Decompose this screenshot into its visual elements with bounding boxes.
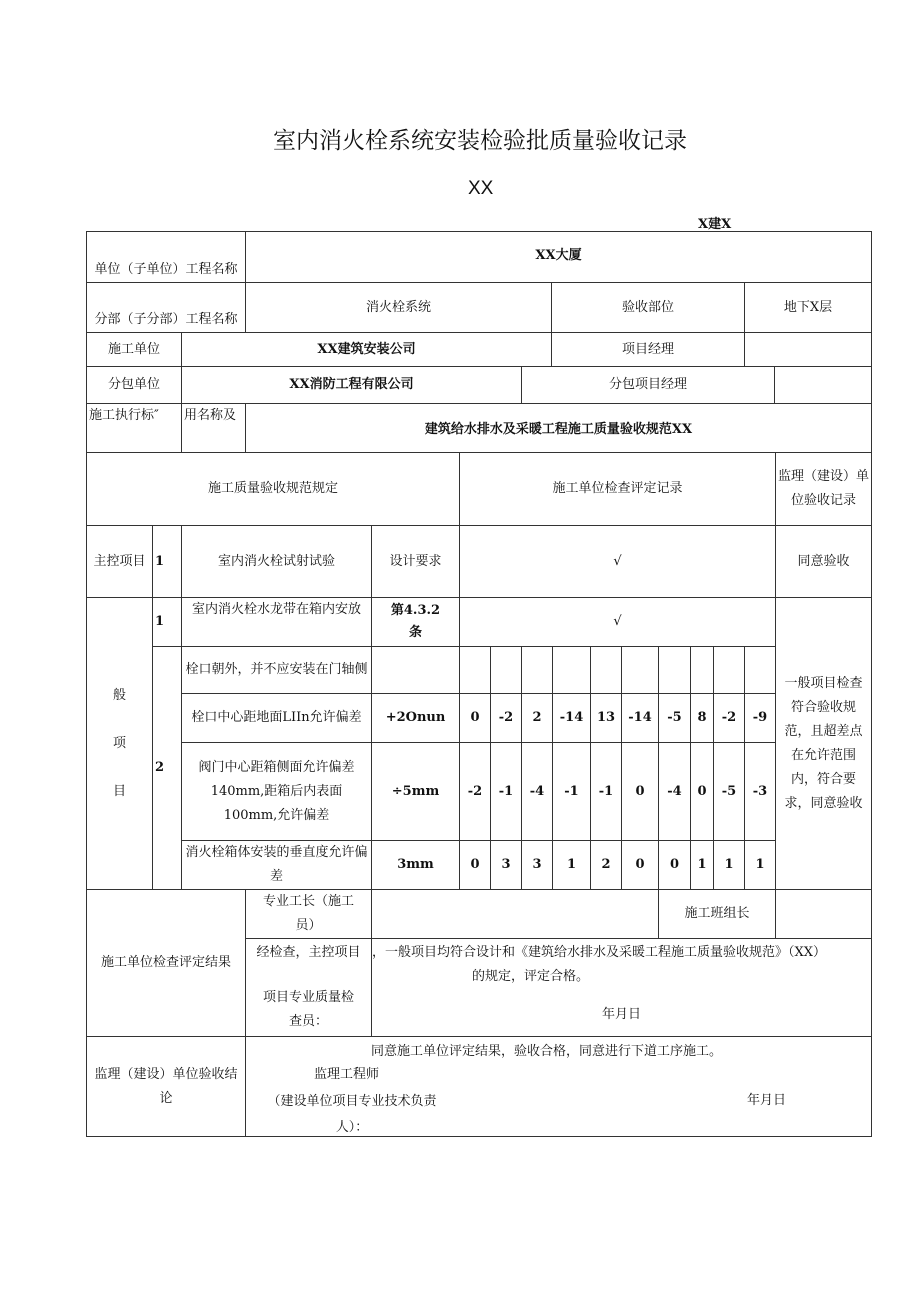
- main-control-item: 室内消火栓试射试验: [181, 525, 372, 598]
- general-label-1: 般: [112, 687, 126, 703]
- measurement-cell: [521, 646, 553, 694]
- sub-item-label: 消火栓箱体安装的垂直度允许偏差: [181, 840, 372, 890]
- subdivision-value: 消火栓系统: [245, 282, 552, 333]
- check-text-a: 经检查，主控项目: [256, 945, 361, 960]
- project-manager-label: 项目经理: [551, 332, 745, 367]
- record-code: X建X: [698, 217, 732, 232]
- measurement-cell: -2: [490, 693, 522, 743]
- measurement-cell: 0: [658, 840, 691, 890]
- standard-label-a: 施工执行标″: [86, 403, 182, 453]
- check-text-b: ，一般项目均符合设计和《建筑给水排水及采暖工程施工质量验收规范》（XX）: [372, 945, 827, 960]
- measurement-cell: [490, 646, 522, 694]
- supervisor-header: 监理（建设）单位验收记录: [775, 452, 872, 526]
- general-item1-check: √: [459, 597, 776, 647]
- supervisor-text: 同意施工单位评定结果，验收合格，同意进行下道工序施工。: [371, 1044, 723, 1059]
- sub-pm-label: 分包项目经理: [521, 366, 775, 404]
- sub-item-req: +2Onun: [371, 693, 460, 743]
- supervisor-result-label: 监理（建设）单位验收结论: [86, 1036, 246, 1137]
- measurement-cell: -14: [552, 693, 591, 743]
- measurement-cell: 8: [690, 693, 714, 743]
- contractor-date: 年月日: [602, 1007, 642, 1022]
- measurement-cell: [590, 646, 622, 694]
- inspector-label: 项目专业质量检查员：: [262, 990, 354, 1029]
- measurement-cell: 0: [690, 742, 714, 841]
- measurement-cell: [658, 646, 691, 694]
- check-right: [371, 938, 872, 1037]
- project-manager-value: [744, 332, 872, 367]
- measurement-cell: -4: [521, 742, 553, 841]
- sub-item-label: 栓口中心距地面LIIn允许偏差: [181, 693, 372, 743]
- measurement-cell: -5: [713, 742, 745, 841]
- measurement-cell: -5: [658, 693, 691, 743]
- standard-value: 建筑给水排水及采暖工程施工质量验收规范XX: [245, 403, 872, 453]
- supervisor-date: 年月日: [747, 1093, 787, 1108]
- supervisor-engineer: 监理工程师: [314, 1067, 380, 1082]
- measurement-cell: 3: [521, 840, 553, 890]
- measurement-cell: 0: [621, 742, 659, 841]
- measurement-cell: 0: [459, 840, 491, 890]
- measurement-cell: 1: [744, 840, 776, 890]
- main-control-label: 主控项目: [86, 525, 153, 598]
- measurement-cell: -9: [744, 693, 776, 743]
- check-text-c: 的规定，评定合格。: [472, 969, 590, 984]
- acceptance-part-label: 验收部位: [551, 282, 745, 333]
- sub-item-label: 栓口朝外，并不应安装在门轴侧: [181, 646, 372, 694]
- general-label-3: 目: [112, 783, 126, 799]
- check-left: [245, 938, 372, 1037]
- general-item1: 室内消火栓水龙带在箱内安放: [181, 597, 372, 647]
- measurement-cell: 1: [690, 840, 714, 890]
- measurement-cell: -14: [621, 693, 659, 743]
- measurement-cell: -1: [552, 742, 591, 841]
- measurement-cell: 0: [459, 693, 491, 743]
- main-control-check: √: [459, 525, 776, 598]
- subtitle: XX: [468, 178, 494, 199]
- main-control-req: 设计要求: [371, 525, 460, 598]
- measurement-cell: -2: [713, 693, 745, 743]
- measurement-cell: 3: [490, 840, 522, 890]
- measurement-cell: [621, 646, 659, 694]
- subcontractor-label: 分包单位: [86, 366, 182, 404]
- measurement-cell: 13: [590, 693, 622, 743]
- sub-item-label: 阀门中心距箱侧面允许偏差140mm,距箱后内表面100mm,允许偏差: [181, 742, 372, 841]
- measurement-cell: 1: [713, 840, 745, 890]
- subdivision-label: 分部（子分部）工程名称: [86, 282, 246, 333]
- sub-item-req: ÷5mm: [371, 742, 460, 841]
- team-leader-label: 施工班组长: [658, 889, 776, 939]
- page-title: 室内消火栓系统安装检验批质量验收记录: [273, 128, 687, 154]
- acceptance-part-value: 地下X层: [744, 282, 872, 333]
- measurement-cell: 2: [521, 693, 553, 743]
- spec-header: 施工质量验收规范规定: [86, 452, 460, 526]
- general-label-2: 项: [112, 735, 126, 751]
- measurement-cell: -1: [590, 742, 622, 841]
- measurement-cell: -2: [459, 742, 491, 841]
- contractor-value: XX建筑安装公司: [181, 332, 552, 367]
- general-result: 一般项目检查符合验收规范，且超差点在允许范围内，符合要求，同意验收: [775, 597, 872, 890]
- measurement-cell: -4: [658, 742, 691, 841]
- general-label: [86, 597, 153, 890]
- owner-rep: （建设单位项目专业技术负责人）：: [267, 1094, 437, 1135]
- record-header: 施工单位检查评定记录: [459, 452, 776, 526]
- main-control-result: 同意验收: [775, 525, 872, 598]
- general-item1-no: 1: [152, 597, 182, 647]
- measurement-cell: 1: [552, 840, 591, 890]
- subcontractor-value: XX消防工程有限公司: [181, 366, 522, 404]
- measurement-cell: 2: [590, 840, 622, 890]
- contractor-result-label: 施工单位检查评定结果: [86, 889, 246, 1037]
- unit-value: XX大厦: [245, 231, 872, 283]
- unit-label: 单位（子单位）工程名称: [86, 231, 246, 283]
- measurement-cell: -3: [744, 742, 776, 841]
- measurement-cell: [552, 646, 591, 694]
- measurement-cell: [744, 646, 776, 694]
- measurement-cell: [713, 646, 745, 694]
- foreman-label: 专业工长（施工员）: [245, 889, 372, 939]
- sub-pm-value: [774, 366, 872, 404]
- measurement-cell: -1: [490, 742, 522, 841]
- contractor-label: 施工单位: [86, 332, 182, 367]
- team-leader-value: [775, 889, 872, 939]
- general-item2-no: 2: [152, 646, 182, 890]
- measurement-cell: [690, 646, 714, 694]
- measurement-cell: 0: [621, 840, 659, 890]
- general-item1-req: 第4.3.2条: [371, 597, 460, 647]
- foreman-value: [371, 889, 659, 939]
- measurement-cell: [459, 646, 491, 694]
- standard-label-b: 用名称及: [181, 403, 246, 453]
- sub-item-req: 3mm: [371, 840, 460, 890]
- main-control-no: 1: [152, 525, 182, 598]
- sub-item-req: [371, 646, 460, 694]
